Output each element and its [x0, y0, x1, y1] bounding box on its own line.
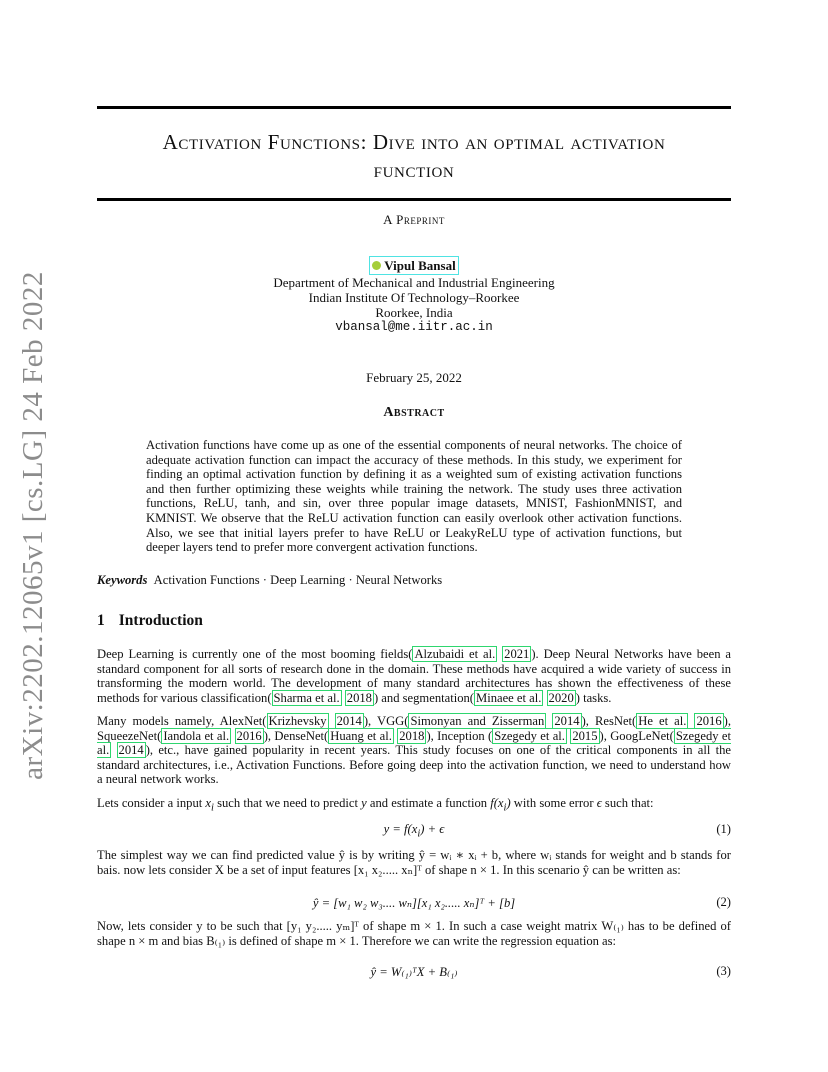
citation-author: Huang et al.	[330, 728, 392, 743]
citation-year-link[interactable]	[552, 713, 581, 729]
equation-1-expression	[97, 822, 731, 840]
title-top-rule	[97, 106, 731, 109]
citation-year: 2018	[399, 728, 425, 743]
citation-link[interactable]	[474, 690, 543, 706]
citation-year-link[interactable]	[397, 728, 426, 744]
citation-year: 2018	[346, 690, 372, 705]
arxiv-identifier-stamp	[16, 270, 50, 780]
equation-2-expression: ŷ = [w₁ w₂ w₃.... wₙ][x₁ x₂..... xₙ]ᵀ + [b]	[312, 896, 516, 910]
orcid-icon	[372, 261, 381, 270]
citation-year-link[interactable]	[335, 713, 364, 729]
citation-author: Simonyan and Zisserman	[410, 714, 545, 728]
citation-author: Szegedy et al.	[97, 728, 731, 758]
citation-year-link[interactable]	[345, 690, 374, 706]
citation-link[interactable]	[161, 728, 231, 744]
intro-paragraph-2	[97, 714, 731, 787]
citation-author: He et al.	[638, 714, 687, 728]
author-name: Vipul Bansal	[384, 258, 456, 273]
math-symbol: ) + ϵ	[420, 822, 445, 836]
text-span: Deep Learning is currently one of the most booming fields(	[97, 647, 413, 661]
author-block	[0, 256, 828, 335]
section-heading-introduction	[97, 612, 203, 630]
text-span: ) tasks.	[575, 690, 612, 705]
text-span: and estimate a function	[366, 796, 491, 810]
citation-year-link[interactable]	[502, 646, 531, 662]
math-symbol: y	[361, 796, 367, 810]
citation-year: 2014	[336, 714, 362, 728]
citation-year: 2016	[236, 728, 262, 743]
section-title: Introduction	[118, 612, 203, 629]
author-institute: Indian Institute Of Technology–Roorkee	[308, 290, 520, 305]
citation-author: Iandola et al.	[163, 728, 230, 743]
text-span: ), ResNet(	[581, 714, 637, 728]
math-symbol: y = f(x	[383, 822, 418, 836]
citation-link[interactable]	[492, 728, 567, 744]
author-email: vbansal@me.iitr.ac.in	[335, 320, 493, 334]
text-span: with some error	[510, 796, 597, 810]
citation-year-link[interactable]	[694, 713, 723, 729]
arxiv-identifier-text: arXiv:2202.12065v1 [cs.LG] 24 Feb 2022	[16, 270, 49, 780]
intro-paragraph-1	[97, 647, 731, 705]
author-link[interactable]	[369, 256, 458, 275]
text-span: such that:	[601, 796, 654, 810]
abstract-heading: Abstract	[383, 405, 445, 420]
intro-paragraph-4: The simplest way we can find predicted value ŷ is by writing ŷ = wᵢ ∗ xᵢ + b, where wᵢ stands for weight and b stands for bais. now lets consider X be a set of input features [x₁ x₂..... xₙ]ᵀ of shape n × 1. In this scenario ŷ can be written as:	[97, 848, 731, 877]
paper-title-line-1: Activation Functions: Dive into an optimal activation	[162, 130, 666, 154]
text-span: Lets consider a input	[97, 796, 206, 810]
intro-paragraph-3	[97, 796, 731, 816]
equation-3	[97, 964, 731, 982]
text-span: ). Deep Neural Networks have been a standard component for all sorts of research done in the domain. These methods have acquired a wide variety of success in transforming the modern world. The development of many standard architectures has shown the effectiveness of these methods for various classification(	[97, 647, 731, 705]
citation-link[interactable]	[267, 713, 329, 729]
equation-2	[97, 895, 731, 913]
text-span: ), GoogLeNet(	[599, 728, 674, 743]
abstract-body: Activation functions have come up as one of the essential components of neural networks. The choice of adequate activation function can impact the accuracy of these methods. In this study, we experiment for finding an optimal activation function by defining it as a weighted sum of existing activation functions and then further optimizing these weights while training the network. The study uses three activation functions, ReLU, tanh, and sin, over three popular image datasets, MNIST, FashionMNIST, and KMNIST. We observe that the ReLU activation function can easily overlook other activation functions. Also, we see that initial layers prefer to have ReLU or LeakyReLU type of activation functions, but deeper layers tend to prefer more convergent activation functions.	[146, 438, 682, 555]
keywords-label: Keywords	[97, 573, 148, 587]
citation-link[interactable]	[272, 690, 342, 706]
text-span: such that we need to predict	[213, 796, 362, 810]
equation-1-number: (1)	[716, 822, 731, 836]
text-span: ), VGG(	[363, 714, 409, 728]
math-symbol: )	[506, 796, 511, 810]
citation-author: Sharma et al.	[273, 690, 340, 705]
citation-link[interactable]	[328, 728, 394, 744]
paper-title	[97, 128, 731, 184]
keywords-text: Activation Functions · Deep Learning · Neural Networks	[153, 573, 443, 587]
author-location: Roorkee, India	[375, 305, 453, 320]
keywords-line	[97, 573, 731, 588]
section-number: 1	[97, 612, 105, 629]
math-inline	[490, 796, 511, 814]
paper-date: February 25, 2022	[366, 370, 462, 385]
citation-link[interactable]	[408, 713, 546, 729]
citation-year-link[interactable]	[117, 742, 146, 758]
citation-link[interactable]	[412, 646, 497, 662]
equation-3-number: (3)	[716, 964, 731, 978]
text-span: ), etc., have gained popularity in recent years. This study focuses on one of the critical components in all the standard architectures, i.e., Activation Functions. Before going deep into the activation function, we need to understand how a neural network works.	[97, 743, 732, 787]
text-span: Many models namely, AlexNet(	[97, 714, 267, 728]
text-span: ) and segmentation(	[373, 690, 474, 705]
citation-year-link[interactable]	[570, 728, 599, 744]
citation-year-link[interactable]	[235, 728, 264, 744]
citation-year: 2015	[572, 728, 598, 743]
preprint-label: A Preprint	[383, 212, 445, 227]
text-span: ), SqueezeNet(	[97, 714, 731, 743]
math-subscript: i	[211, 802, 214, 814]
citation-year: 2016	[696, 714, 722, 728]
citation-author: Minaee et al.	[476, 690, 542, 705]
author-department: Department of Mechanical and Industrial Engineering	[273, 275, 555, 290]
citation-year: 2014	[554, 714, 580, 728]
citation-link[interactable]	[636, 713, 688, 729]
citation-year-link[interactable]	[547, 690, 576, 706]
text-span: ), DenseNet(	[263, 728, 329, 743]
math-symbol: x	[205, 796, 212, 810]
title-bottom-rule	[97, 198, 731, 201]
citation-year: 2020	[548, 690, 574, 705]
equation-1	[97, 822, 731, 840]
citation-author: Szegedy et al.	[494, 728, 565, 743]
text-span: ), Inception (	[426, 728, 493, 743]
intro-paragraph-5: Now, lets consider y to be such that [y₁ y₂..... yₘ]ᵀ of shape m × 1. In such a case weight matrix W₍₁₎ has to be defined of shape n × m and bias B₍₁₎ is defined of shape m × 1. Therefore we can write the regression equation as:	[97, 919, 731, 948]
math-inline	[205, 796, 214, 814]
math-subscript: i	[503, 802, 507, 814]
citation-author: Alzubaidi et al.	[414, 647, 496, 661]
math-symbol: f(x	[490, 796, 504, 810]
math-symbol: ϵ	[596, 796, 602, 810]
equation-3-expression: ŷ = W₍₁₎ᵀX + B₍₁₎	[370, 965, 458, 979]
math-subscript: i	[417, 828, 421, 840]
citation-author: Krizhevsky	[268, 714, 327, 728]
paper-title-line-2: function	[373, 158, 455, 182]
citation-year: 2014	[118, 743, 144, 758]
citation-year: 2021	[504, 647, 530, 661]
equation-2-number: (2)	[716, 895, 731, 909]
